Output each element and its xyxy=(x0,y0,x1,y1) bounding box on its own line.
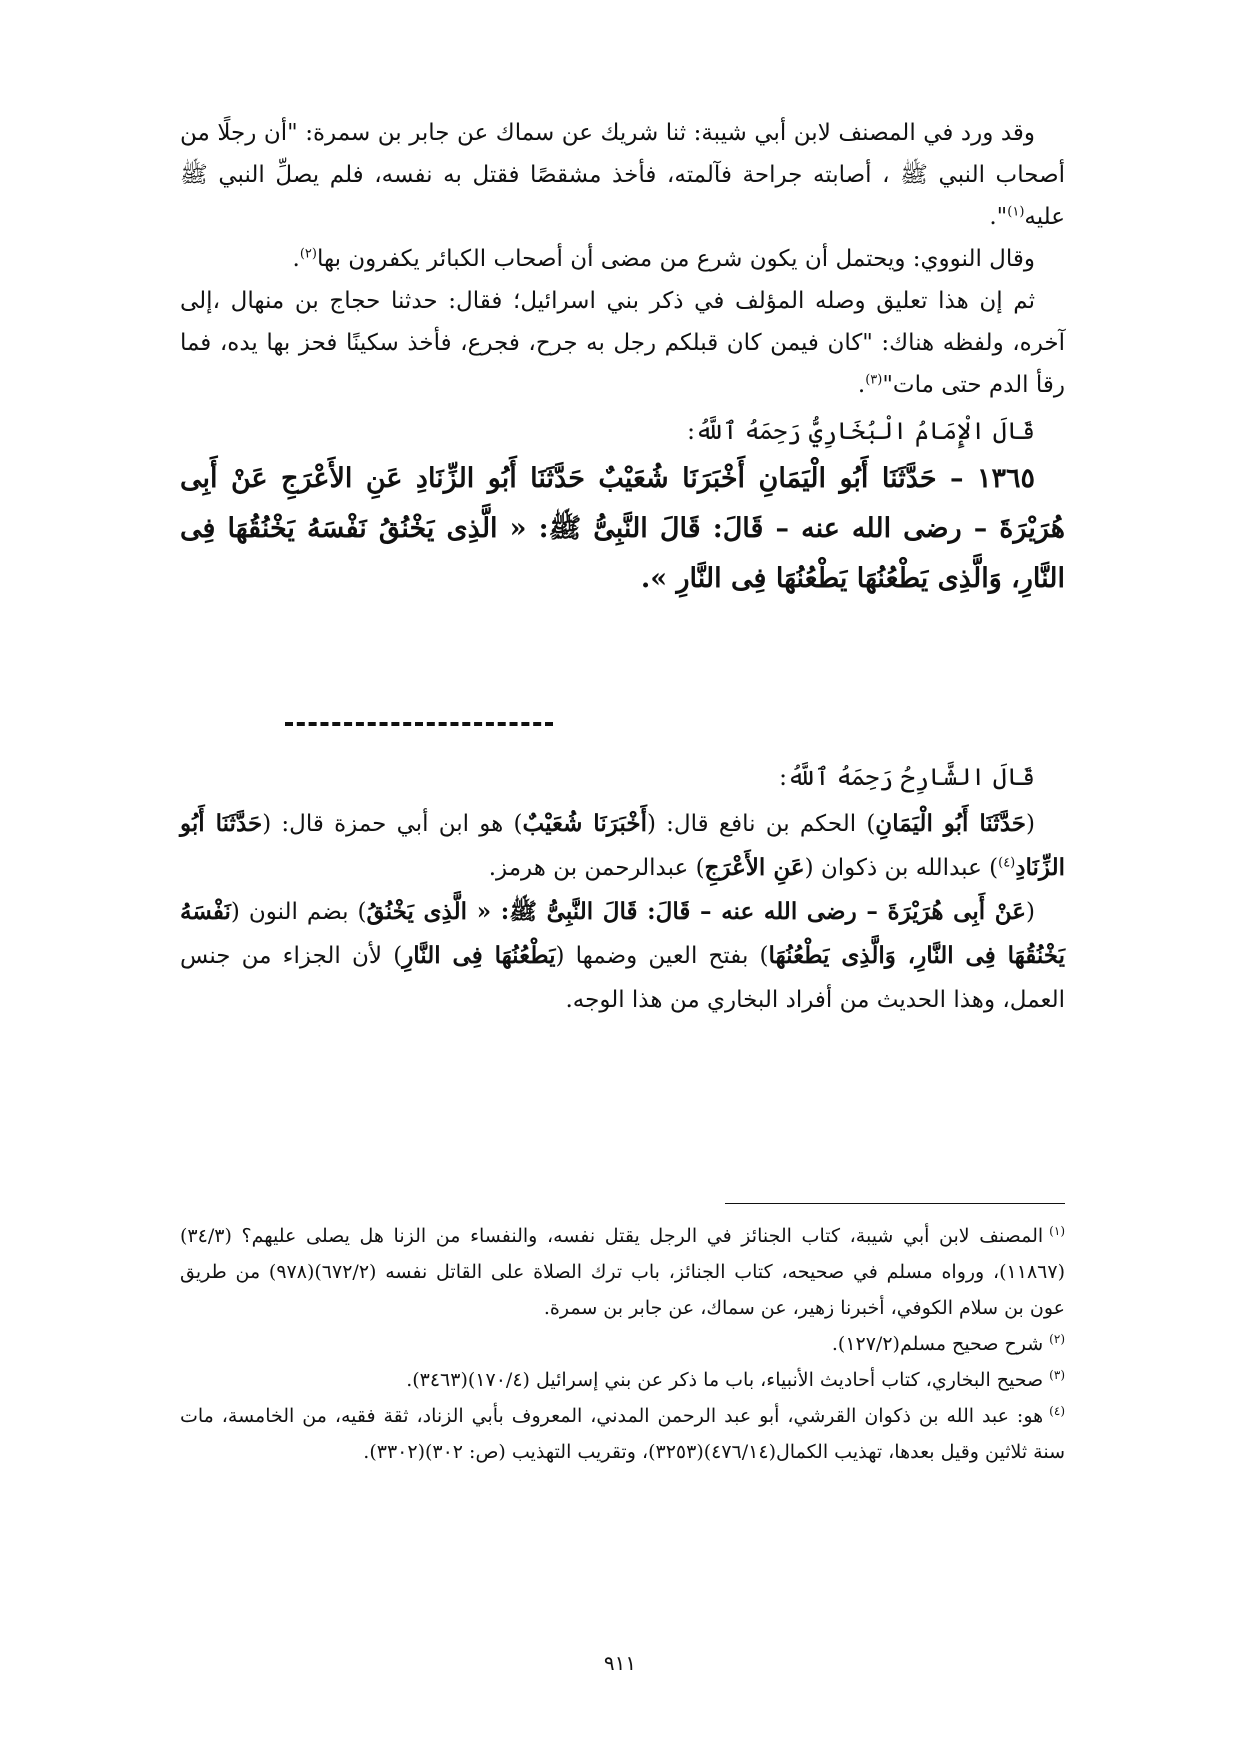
footnote-ref: (٢) xyxy=(299,246,317,262)
paren: ( xyxy=(1025,811,1035,837)
paragraph-end: . xyxy=(292,246,300,272)
footnote-ref: (١) xyxy=(1007,204,1025,220)
intro-section xyxy=(180,112,1065,604)
footnote-text: هو: عبد الله بن ذكوان القرشي، أبو عبد الرحمن المدني، المعروف بأبي الزناد، ثقة فقيه، من الخامسة، مات سنة ثلاثين وقيل بعدها، تهذيب الكمال(٤٧٦/١٤)(٣٢٥٣)، وتقريب التهذيب (ص: ٣٠٢)(٣٣٠٢). xyxy=(180,1405,1065,1463)
footnote-1 xyxy=(180,1218,1065,1326)
imam-heading: قَالَ الْإِمَامُ الْبُخَارِيُّ رَحِمَهُ ٱللَّهُ: xyxy=(687,417,1035,445)
quoted-text: عَنْ أَبِى هُرَيْرَةَ – رضى الله عنه – قَالَ: قَالَ النَّبِىُّ ﷺ: « الَّذِى يَخْنُقُ xyxy=(366,898,1027,925)
section-divider xyxy=(285,722,553,726)
footnote-number: (١) xyxy=(1049,1223,1065,1238)
footnote-text: صحيح البخاري، كتاب أحاديث الأنبياء، باب ما ذكر عن بني إسرائيل (١٧٠/٤)(٣٤٦٣). xyxy=(406,1369,1044,1391)
commentary-paragraph-2 xyxy=(180,890,1065,1022)
commentary-text: ) الحكم بن نافع قال: ( xyxy=(646,811,876,837)
footnote-number: (٤) xyxy=(1049,1403,1065,1418)
hadith-text: ١٣٦٥ – حَدَّثَنَا أَبُو الْيَمَانِ أَخْبَرَنَا شُعَيْبٌ حَدَّثَنَا أَبُو الزِّنَادِ عَنِ الأَعْرَجِ عَنْ أَبِى هُرَيْرَةَ – رضى الله عنه – قَالَ: قَالَ النَّبِىُّ ﷺ: « الَّذِى يَخْنُقُ نَفْسَهُ يَخْنُقُهَا فِى النَّارِ، وَالَّذِى يَطْعُنُهَا يَطْعُنُهَا فِى النَّارِ ». xyxy=(180,463,1065,594)
footnote-ref: (٤) xyxy=(998,855,1016,871)
commentary-text: ) عبدالله بن ذكوان ( xyxy=(804,855,999,881)
page-number: ٩١١ xyxy=(603,1651,637,1675)
footnote-text: شرح صحيح مسلم(١٢٧/٢). xyxy=(831,1333,1044,1355)
commentary-paragraph-1 xyxy=(180,802,1065,890)
footnote-2 xyxy=(180,1326,1065,1362)
paragraph-text: وقال النووي: ويحتمل أن يكون شرع من مضى أن أصحاب الكبائر يكفرون بها xyxy=(316,246,1035,272)
commentary-text: ) هو ابن أبي حمزة قال: ( xyxy=(262,811,523,837)
commentary-text: ) عبدالرحمن بن هرمز. xyxy=(488,855,705,881)
commentary-section xyxy=(180,752,1065,1022)
quoted-text: عَنِ الأَعْرَجِ xyxy=(704,854,805,881)
commentary-text: ) لأن الجزاء من جنس العمل، وهذا الحديث من أفراد البخاري من هذا الوجه. xyxy=(180,943,1065,1013)
quoted-text: أَخْبَرَنَا شُعَيْبٌ xyxy=(522,810,647,837)
paragraph-taliq xyxy=(180,280,1065,406)
footnote-4 xyxy=(180,1398,1065,1470)
paragraph-end: . xyxy=(857,372,866,398)
paragraph-nawawi xyxy=(180,238,1065,280)
paragraph-musannaf xyxy=(180,112,1065,238)
footnote-separator xyxy=(725,1203,1065,1204)
quoted-text: يَطْعُنُهَا فِى النَّارِ xyxy=(402,942,556,969)
paragraph-text: ثم إن هذا تعليق وصله المؤلف في ذكر بني اسرائيل؛ فقال: حدثنا حجاج بن منهال ،إلى آخره، ولفظه هناك: "كان فيمن كان قبلكم رجل به جرح، فجرع، فأخذ سكينًا فحز بها يده، فما رقأ الدم حتى مات" xyxy=(180,288,1065,398)
footnotes xyxy=(180,1218,1065,1470)
footnote-text: المصنف لابن أبي شيبة، كتاب الجنائز في الرجل يقتل نفسه، والنفساء من الزنا هل يصلى عليهم؟ (٣٤/٣)(١١٨٦٧)، ورواه مسلم في صحيحه، كتاب الجنائز، باب ترك الصلاة على القاتل نفسه (٦٧٢/٢)(٩٧٨) من طريق عون بن سلام الكوفي، أخبرنا زهير، عن سماك، عن جابر بن سمرة. xyxy=(180,1225,1065,1319)
quoted-text: حَدَّثَنَا أَبُو الزِّنَادِ xyxy=(180,810,1065,881)
quoted-text: حَدَّثَنَا أَبُو الْيَمَانِ xyxy=(875,810,1026,837)
paragraph-end: ". xyxy=(989,204,1008,230)
footnote-number: (٢) xyxy=(1049,1331,1065,1346)
footnote-ref: (٣) xyxy=(865,372,883,388)
quoted-text: نَفْسَهُ يَخْنُقُهَا فِى النَّارِ، وَالَّذِى يَطْعُنُهَا xyxy=(180,898,1066,969)
paragraph-text: وقد ورد في المصنف لابن أبي شيبة: ثنا شريك عن سماك عن جابر بن سمرة: "أن رجلًا من أصحاب النبي ﷺ ، أصابته جراحة فآلمته، فأخذ مشقصًا فقتل به نفسه، فلم يصلِّ النبي ﷺ عليه xyxy=(180,120,1065,230)
paren: ( xyxy=(1026,899,1035,925)
commentary-text: ) بفتح العين وضمها ( xyxy=(555,943,769,969)
sharih-heading: قَالَ الشَّارِحُ رَحِمَهُ ٱللَّهُ: xyxy=(779,763,1035,791)
footnote-number: (٣) xyxy=(1049,1367,1065,1382)
footnote-3 xyxy=(180,1362,1065,1398)
commentary-text: ) بضم النون ( xyxy=(230,899,367,925)
